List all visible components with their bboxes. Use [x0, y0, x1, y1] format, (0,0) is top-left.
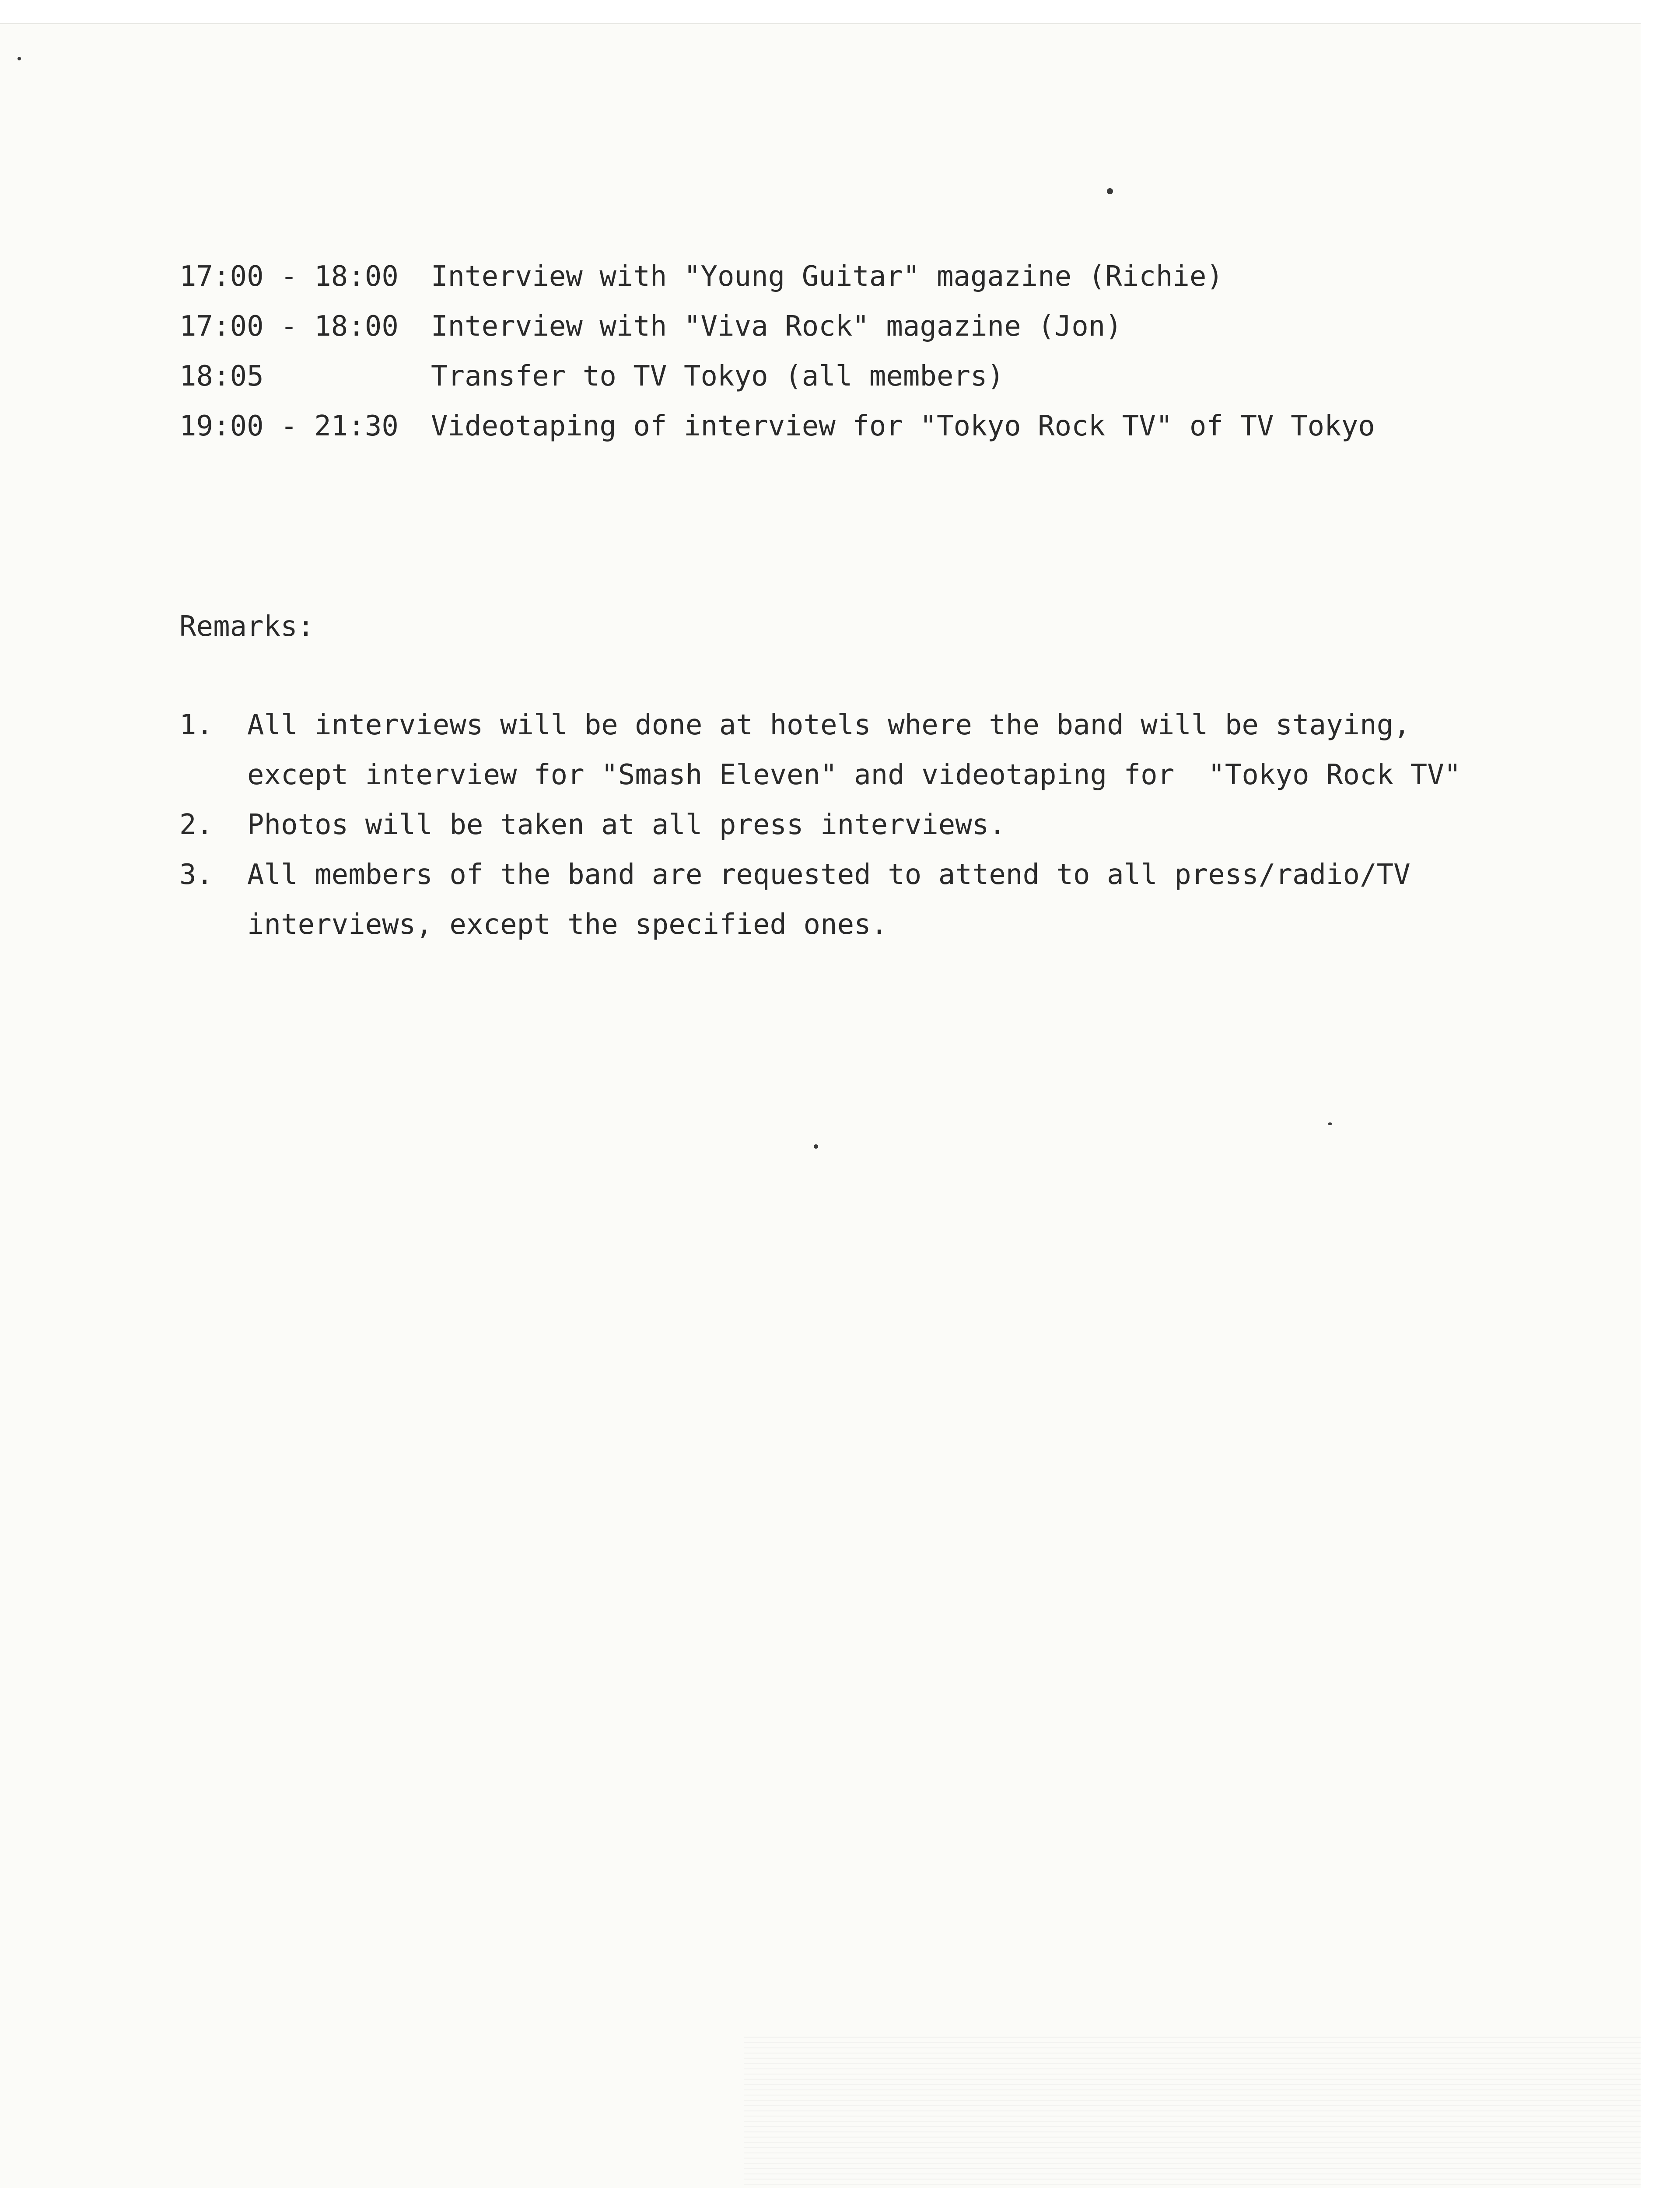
schedule-time: 17:00 - 18:00	[179, 310, 399, 343]
schedule-row	[179, 401, 1375, 451]
schedule-list	[179, 252, 1375, 451]
ink-speck	[1328, 1122, 1332, 1125]
schedule-row	[179, 252, 1375, 302]
remark-item	[179, 850, 1492, 950]
schedule-event: Interview with "Young Guitar" magazine (Richie)	[431, 260, 1223, 293]
remark-number: 3.	[179, 859, 214, 891]
schedule-row	[179, 302, 1375, 351]
remarks-heading: Remarks:	[179, 610, 315, 643]
remark-number: 2.	[179, 809, 214, 841]
remark-item	[179, 700, 1492, 800]
remark-text: All interviews will be done at hotels where the band will be staying, except interview for "Smash Eleven" and videotaping for "Tokyo Rock TV"	[247, 709, 1461, 791]
schedule-event: Interview with "Viva Rock" magazine (Jon)	[431, 310, 1122, 343]
remark-text: Photos will be taken at all press interviews.	[247, 809, 1006, 841]
schedule-time: 17:00 - 18:00	[179, 260, 399, 293]
schedule-time: 19:00 - 21:30	[179, 410, 399, 442]
schedule-event: Transfer to TV Tokyo (all members)	[431, 360, 1004, 393]
paper-right-edge	[1641, 0, 1680, 2188]
remark-number: 1.	[179, 709, 214, 741]
remark-item	[179, 800, 1492, 850]
ink-speck	[1107, 188, 1113, 194]
remark-text: All members of the band are requested to attend to all press/radio/TV interviews, except the specified ones.	[247, 859, 1410, 941]
ink-speck	[814, 1144, 818, 1149]
schedule-time: 18:05	[179, 360, 264, 393]
ink-speck	[18, 57, 21, 60]
schedule-row	[179, 351, 1375, 401]
remarks-list	[179, 700, 1492, 950]
schedule-event: Videotaping of interview for "Tokyo Rock TV" of TV Tokyo	[431, 410, 1375, 442]
paper-top-edge	[0, 0, 1680, 24]
scan-noise-texture	[744, 2035, 1641, 2188]
